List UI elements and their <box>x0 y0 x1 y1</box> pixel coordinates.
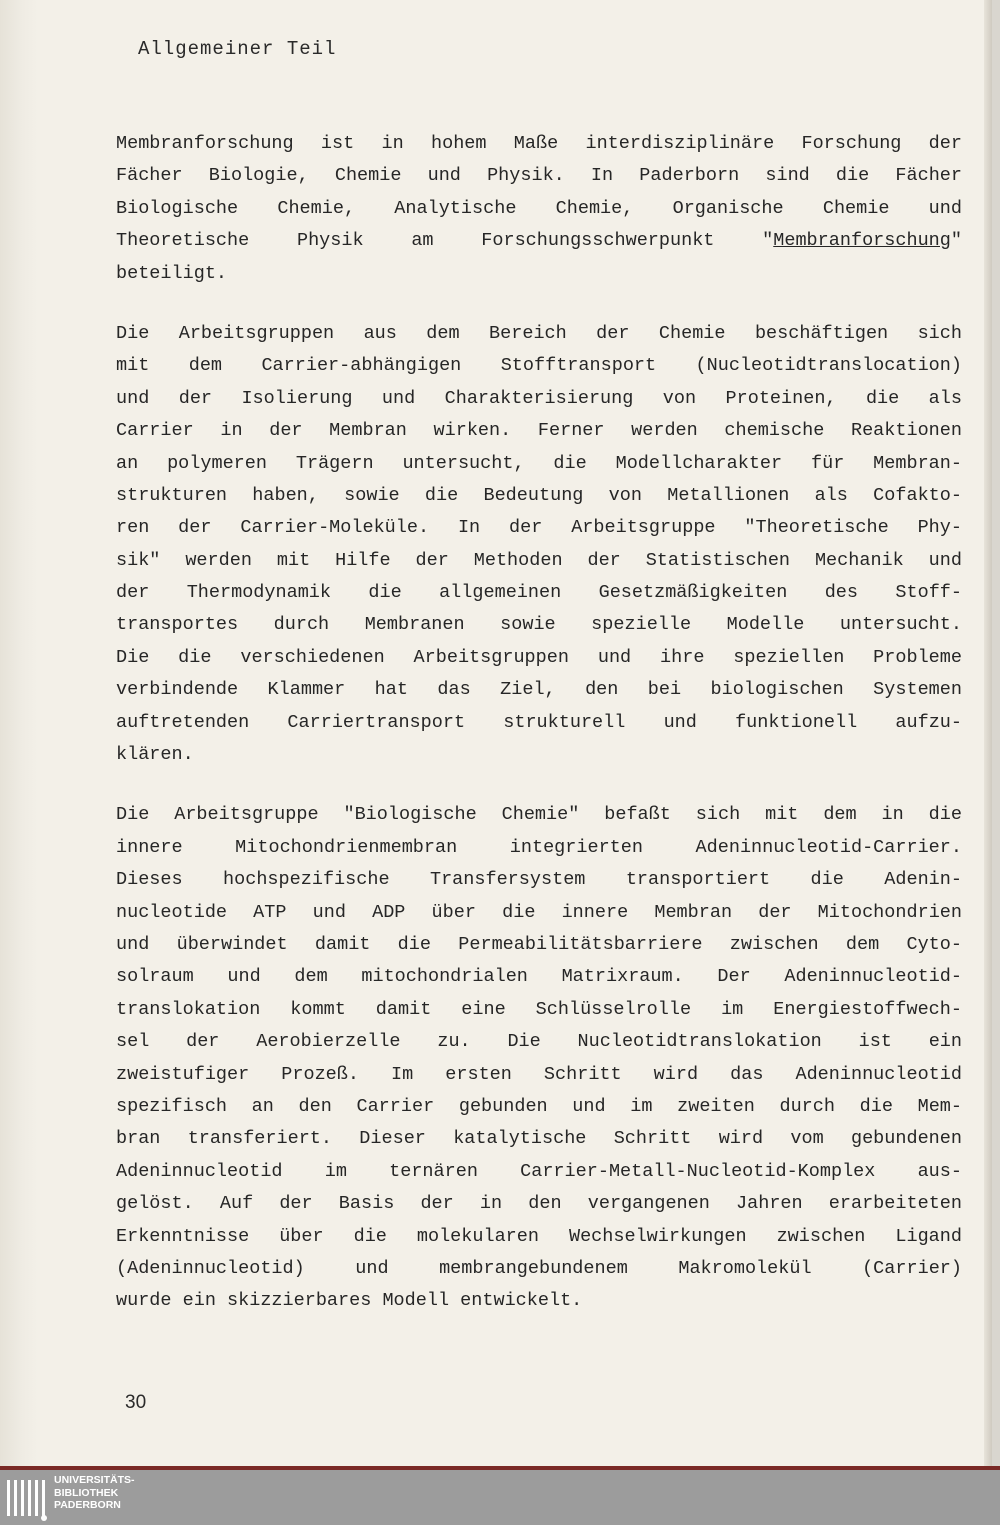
text-line: Die Arbeitsgruppen aus dem Bereich der Chemie beschäftigen sich <box>116 322 962 344</box>
text-line: Adeninnucleotid im ternären Carrier-Metall-Nucleotid-Komplex aus- <box>116 1160 962 1182</box>
text-line: Die Arbeitsgruppe "Biologische Chemie" befaßt sich mit dem in die <box>116 804 962 826</box>
page-edge <box>984 0 992 1470</box>
text-line: verbindende Klammer hat das Ziel, den bei biologischen Systemen <box>116 679 962 701</box>
library-logo-icon <box>5 1476 47 1522</box>
paragraph-1 <box>116 128 962 290</box>
text-line-with-underline <box>116 225 962 257</box>
text-line: zweistufiger Prozeß. Im ersten Schritt wird das Adeninnucleotid <box>116 1063 962 1085</box>
page-gutter-shadow <box>0 0 38 1470</box>
text-line: bran transferiert. Dieser katalytische Schritt wird vom gebundenen <box>116 1128 962 1150</box>
page-number: 30 <box>125 1392 147 1413</box>
text-line: Membranforschung ist in hohem Maße interdisziplinäre Forschung der <box>116 133 962 154</box>
text-line: mit dem Carrier-abhängigen Stofftransport (Nucleotidtranslocation) <box>116 355 962 377</box>
running-head: Allgemeiner Teil <box>138 38 337 60</box>
text-line: strukturen haben, sowie die Bedeutung von Metallionen als Cofakto- <box>116 484 962 506</box>
text-line: (Adeninnucleotid) und membrangebundenem Makromolekül (Carrier) <box>116 1257 962 1279</box>
text-line: Fächer Biologie, Chemie und Physik. In Paderborn sind die Fächer <box>116 165 962 187</box>
library-footer <box>0 1470 1000 1525</box>
text-segment: Theoretische Physik am Forschungsschwerpunkt " <box>116 230 774 252</box>
text-line: der Thermodynamik die allgemeinen Gesetzmäßigkeiten des Stoff- <box>116 582 962 604</box>
body-text <box>116 128 962 1346</box>
underlined-term: Membranforschung <box>773 230 951 252</box>
library-name-line: PADERBORN <box>54 1499 121 1511</box>
library-name <box>54 1474 135 1512</box>
text-line: Dieses hochspezifische Transfersystem transportiert die Adenin- <box>116 869 962 891</box>
text-line: Carrier in der Membran wirken. Ferner werden chemische Reaktionen <box>116 420 962 442</box>
library-name-line: UNIVERSITÄTS- <box>54 1474 135 1486</box>
text-line: und der Isolierung und Charakterisierung von Proteinen, die als <box>116 387 962 409</box>
text-line: an polymeren Trägern untersucht, die Modellcharakter für Membran- <box>116 452 962 474</box>
text-line: Die die verschiedenen Arbeitsgruppen und ihre speziellen Probleme <box>116 646 962 668</box>
text-line: nucleotide ATP und ADP über die innere Membran der Mitochondrien <box>116 901 962 923</box>
text-line: ren der Carrier-Moleküle. In der Arbeitsgruppe "Theoretische Phy- <box>116 517 962 539</box>
closing-quote: " <box>950 230 962 252</box>
text-line: klären. <box>116 744 194 766</box>
text-line: solraum und dem mitochondrialen Matrixraum. Der Adeninnucleotid- <box>116 966 962 988</box>
text-line: Erkenntnisse über die molekularen Wechselwirkungen zwischen Ligand <box>116 1225 962 1247</box>
text-line: beteiligt. <box>116 262 228 284</box>
text-line: gelöst. Auf der Basis der in den vergangenen Jahren erarbeiteten <box>116 1193 962 1215</box>
text-line: spezifisch an den Carrier gebunden und im zweiten durch die Mem- <box>116 1095 962 1117</box>
paragraph-2 <box>116 318 962 771</box>
text-line: wurde ein skizzierbares Modell entwickelt. <box>116 1290 583 1312</box>
library-name-line: BIBLIOTHEK <box>54 1486 119 1499</box>
text-line: Biologische Chemie, Analytische Chemie, Organische Chemie und <box>116 197 962 219</box>
text-line: auftretenden Carriertransport strukturell und funktionell aufzu- <box>116 711 962 733</box>
text-line: sik" werden mit Hilfe der Methoden der Statistischen Mechanik und <box>116 549 962 571</box>
text-line: sel der Aerobierzelle zu. Die Nucleotidtranslokation ist ein <box>116 1031 962 1053</box>
text-line: innere Mitochondrienmembran integrierten Adeninnucleotid-Carrier. <box>116 836 962 858</box>
text-line: und überwindet damit die Permeabilitätsbarriere zwischen dem Cyto- <box>116 933 962 955</box>
text-line: translokation kommt damit eine Schlüsselrolle im Energiestoffwech- <box>116 998 962 1020</box>
text-line: transportes durch Membranen sowie spezielle Modelle untersucht. <box>116 614 962 636</box>
paragraph-3 <box>116 799 962 1317</box>
